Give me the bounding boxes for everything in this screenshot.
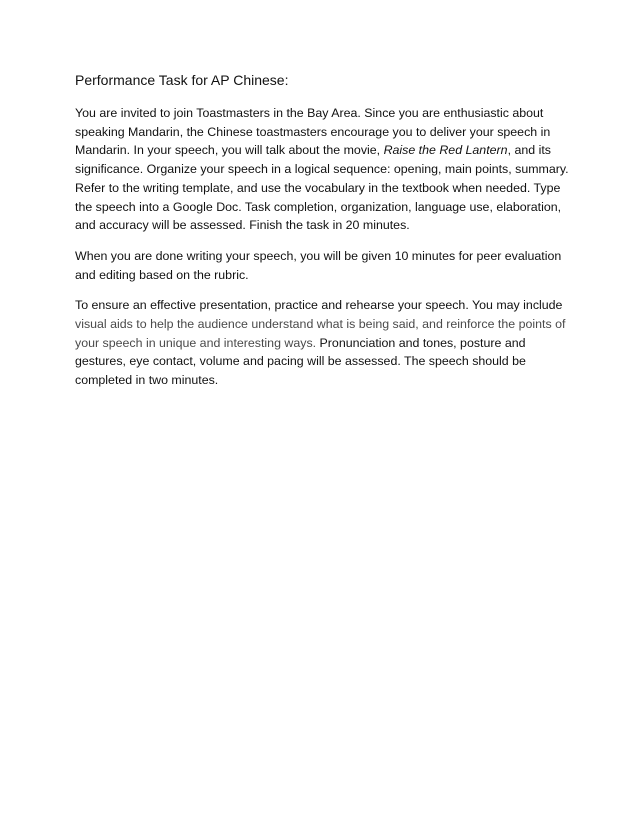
paragraph-1-text-end: , and its significance. Organize your speech in a logical sequence: opening, main points, summary. Refer to the writing template, and use the vocabulary in the textbook when needed. Type the speech into a Google Doc. Task completion, organization, language use, elaboration, and accuracy will be assessed. Finish the task in 20 minutes. (75, 143, 569, 233)
movie-title: Raise the Red Lantern (383, 143, 508, 158)
paragraph-3-text-start: To ensure an effective presentation, practice and rehearse your speech. You may include (75, 298, 563, 313)
paragraph-3-visual-aids-text: visual aids to help the audience understand what is being said, and reinforce the points of your speech in unique and interesting ways. (75, 317, 566, 350)
paragraph-presentation (75, 296, 570, 390)
paragraph-3-text-end: Pronunciation and tones, posture and gestures, eye contact, volume and pacing will be assessed. The speech should be completed in two minutes. (75, 335, 526, 388)
document-title: Performance Task for AP Chinese: (75, 72, 289, 88)
paragraph-1-text-start: You are invited to join Toastmasters in the Bay Area. Since you are enthusiastic about speaking Mandarin, the Chinese toastmasters encourage you to deliver your speech in Mandarin. In your speech, you will talk about the movie, (75, 106, 551, 158)
paragraph-task-description (75, 104, 570, 235)
document-body (75, 70, 570, 402)
paragraph-peer-evaluation: When you are done writing your speech, you will be given 10 minutes for peer evaluation and editing based on the rubric. (75, 248, 562, 282)
